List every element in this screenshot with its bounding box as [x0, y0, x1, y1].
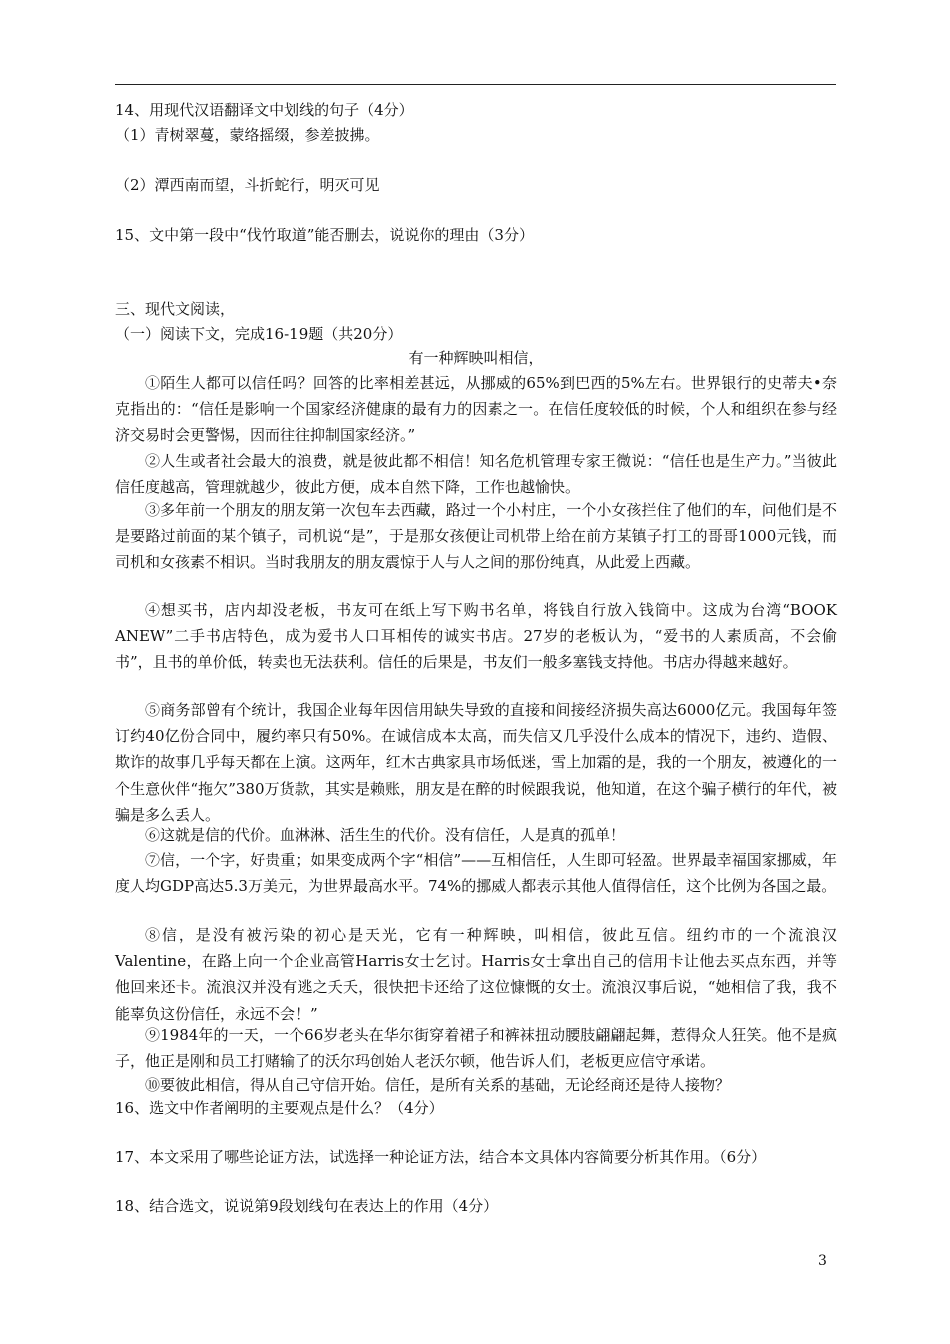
- question-16: 16、选文中作者阐明的主要观点是什么？（4分）: [115, 1099, 444, 1117]
- section-heading: 三、现代文阅读，: [115, 300, 236, 318]
- article-paragraph-8: ⑧信，是没有被污染的初心是天光，它有一种辉映，叫相信，彼此互信。纽约市的一个流浪汉Valentine，在路上向一个企业高管Harris女士乞讨。Harris女士拿出自己的信用卡让他去买点东西，并等他回来还卡。流浪汉并没有逃之夭夭，很快把卡还给了这位慷慨的女士。流浪汉事后说，“她相信了我，我不能辜负这份信任，永远不会！”: [115, 926, 837, 1023]
- question-14-part-2: （2）潭西南而望，斗折蛇行，明灭可见: [115, 176, 380, 194]
- article-paragraph-2: ②人生或者社会最大的浪费，就是彼此都不相信！知名危机管理专家王微说：“信任也是生产力。”当彼此信任度越高，管理就越少，彼此方便，成本自然下降，工作也越愉快。: [115, 452, 837, 497]
- article-paragraph-7: ⑦信，一个字，好贵重；如果变成两个字“相信”——互相信任，人生即可轻盈。世界最幸福国家挪威，年度人均GDP高达5.3万美元，为世界最高水平。74%的挪威人都表示其他人值得信任，这个比例为各国之最。: [115, 851, 837, 896]
- question-15: 15、文中第一段中“伐竹取道”能否删去，说说你的理由（3分）: [115, 226, 534, 244]
- article-paragraph-5: ⑤商务部曾有个统计，我国企业每年因信用缺失导致的直接和间接经济损失高达6000亿元。我国每年签订约40亿份合同中，履约率只有50%。在诚信成本太高，而失信又几乎没什么成本的情况下，违约、造假、欺诈的故事几乎每天都在上演。这两年，红木古典家具市场低迷，雪上加霜的是，我的一个朋友，被遵化的一个生意伙伴“拖欠”380万货款，其实是赖账，朋友是在醉的时候跟我说，他知道，在这个骗子横行的年代，被骗是多么丢人。: [115, 701, 837, 824]
- article-paragraph-6: ⑥这就是信的代价。血淋淋、活生生的代价。没有信任，人是真的孤单！: [145, 826, 626, 844]
- article-paragraph-1: ①陌生人都可以信任吗？回答的比率相差甚远，从挪威的65%到巴西的5%左右。世界银行的史蒂夫•奈克指出的：“信任是影响一个国家经济健康的最有力的因素之一。在信任度较低的时候，个人和组织在参与经济交易时会更警惕，因而往往抑制国家经济。”: [115, 374, 837, 445]
- article-paragraph-10: ⑩要彼此相信，得从自己守信开始。信任，是所有关系的基础，无论经商还是待人接物？: [145, 1076, 731, 1094]
- question-17: 17、本文采用了哪些论证方法，试选择一种论证方法，结合本文具体内容简要分析其作用。（6分）: [115, 1148, 767, 1166]
- header-rule: [115, 84, 836, 85]
- article-title: 有一种辉映叫相信，: [408, 349, 544, 367]
- page-number: 3: [818, 1253, 827, 1269]
- article-paragraph-3: ③多年前一个朋友的朋友第一次包车去西藏，路过一个小村庄，一个小女孩拦住了他们的车，问他们是不是要路过前面的某个镇子，司机说“是”，于是那女孩便让司机带上给在前方某镇子打工的哥哥1000元钱，而司机和女孩素不相识。当时我朋友的朋友震惊于人与人之间的那份纯真，从此爱上西藏。: [115, 501, 837, 572]
- article-paragraph-4: ④想买书，店内却没老板，书友可在纸上写下购书名单，将钱自行放入钱筒中。这成为台湾“BOOK ANEW”二手书店特色，成为爱书人口耳相传的诚实书店。27岁的老板认为，“爱书的人素质高，不会偷书”，且书的单价低，转卖也无法获利。信任的后果是，书友们一般多塞钱支持他。书店办得越来越好。: [115, 601, 837, 672]
- section-subheading: （一）阅读下文，完成16-19题（共20分）: [115, 325, 403, 343]
- question-18: 18、结合选文，说说第9段划线句在表达上的作用（4分）: [115, 1197, 499, 1215]
- article-paragraph-9: ⑨1984年的一天，一个66岁老头在华尔街穿着裙子和裤袜扭动腰肢翩翩起舞，惹得众人狂笑。他不是疯子，他正是刚和员工打赌输了的沃尔玛创始人老沃尔顿，他告诉人们，老板更应信守承诺。: [115, 1026, 837, 1071]
- question-14-part-1: （1）青树翠蔓，蒙络摇缀，参差披拂。: [115, 126, 380, 144]
- question-14: 14、用现代汉语翻译文中划线的句子（4分）: [115, 101, 414, 119]
